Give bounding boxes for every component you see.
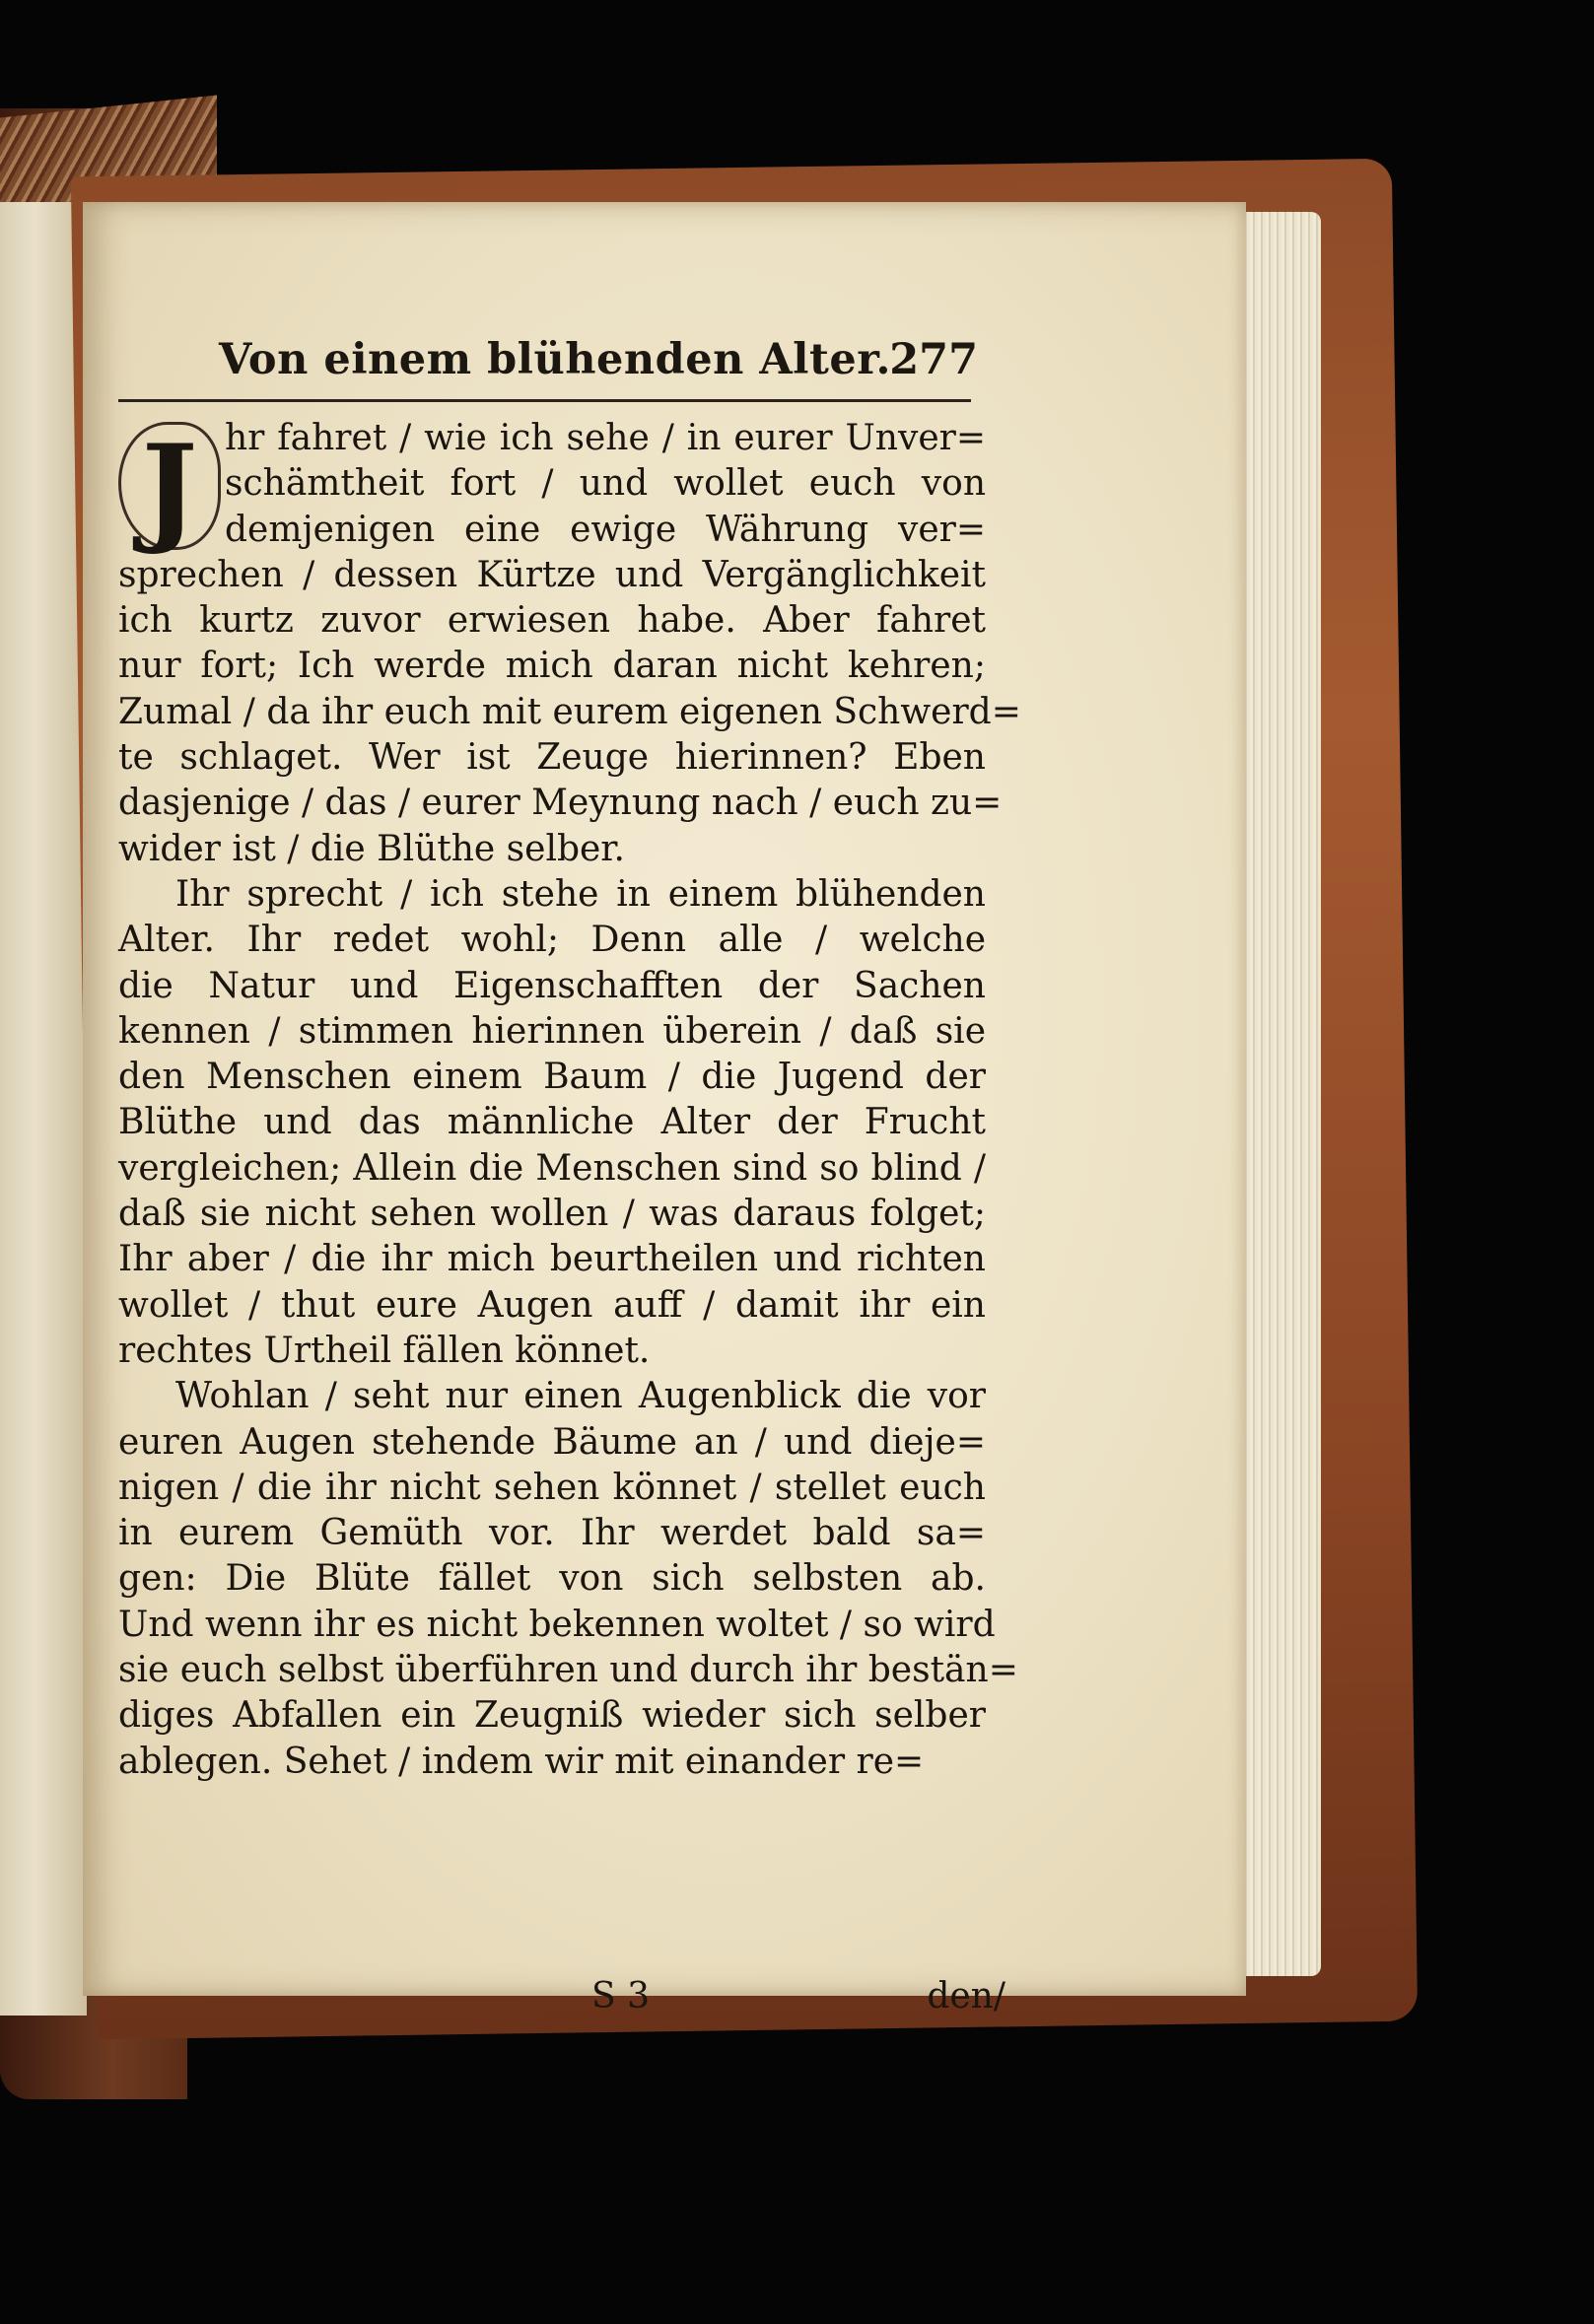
text-line: Blüthe und das männliche Alter der Frucht xyxy=(118,1102,986,1143)
text-line: gen: Die Blüte fället von sich selbsten ab. xyxy=(118,1558,986,1600)
text-line: Alter. Ihr redet wohl; Denn alle / welche xyxy=(118,920,986,961)
text-line: Ihr aber / die ihr mich beurtheilen und richten xyxy=(118,1239,986,1280)
text-line: Wohlan / seht nur einen Augenblick die vor xyxy=(175,1376,986,1417)
text-line: schämtheit fort / und wollet euch von xyxy=(225,463,986,505)
signature-mark: S 3 xyxy=(591,1976,651,2016)
text-line: kennen / stimmen hierinnen überein / daß sie xyxy=(118,1010,986,1052)
running-title: Von einem blühenden Alter. xyxy=(219,335,891,384)
catchword: den/ xyxy=(927,1976,1005,2016)
text-line: euren Augen stehende Bäume an / und dieje= xyxy=(118,1421,986,1463)
text-line: dasjenige / das / eurer Meynung nach / euch zu= xyxy=(118,783,1003,824)
text-line: te schlaget. Wer ist Zeuge hierinnen? Eben xyxy=(118,737,986,779)
head-rule xyxy=(118,399,971,402)
text-body xyxy=(118,416,1021,1785)
page-number: 277 xyxy=(889,335,978,384)
text-line: Und wenn ihr es nicht bekennen woltet / so wird xyxy=(118,1604,996,1645)
text-line: Zumal / da ihr euch mit eurem eigenen Schwerd= xyxy=(118,691,1021,732)
running-head xyxy=(219,335,978,394)
left-page-edge xyxy=(0,202,87,2016)
text-line: demjenigen eine ewige Währung ver= xyxy=(225,509,986,550)
text-line: daß sie nicht sehen wollen / was daraus folget; xyxy=(118,1194,986,1235)
text-line: wider ist / die Blüthe selber. xyxy=(118,828,626,869)
page-footer xyxy=(118,1976,1005,2025)
text-line: ablegen. Sehet / indem wir mit einander re= xyxy=(118,1741,925,1782)
text-line: Ihr sprecht / ich stehe in einem blühenden xyxy=(175,873,986,915)
text-line: in eurem Gemüth vor. Ihr werdet bald sa= xyxy=(118,1513,986,1554)
text-line: nigen / die ihr nicht sehen könnet / stellet euch xyxy=(118,1467,986,1508)
text-line: hr fahret / wie ich sehe / in eurer Unver= xyxy=(225,418,986,458)
text-line: sie euch selbst überführen und durch ihr bestän= xyxy=(118,1650,1018,1691)
drop-cap: J xyxy=(118,422,221,550)
text-line: rechtes Urtheil fällen könnet. xyxy=(118,1330,651,1371)
text-line: die Natur und Eigenschafften der Sachen xyxy=(118,965,986,1006)
text-line: diges Abfallen ein Zeugniß wieder sich selber xyxy=(118,1695,986,1737)
text-line: ich kurtz zuvor erwiesen habe. Aber fahret xyxy=(118,600,986,642)
text-line: den Menschen einem Baum / die Jugend der xyxy=(118,1057,986,1098)
text-line: sprechen / dessen Kürtze und Vergänglichkeit xyxy=(118,554,986,595)
text-line: wollet / thut eure Augen auff / damit ihr ein xyxy=(118,1284,986,1326)
text-line: vergleichen; Allein die Menschen sind so blind / xyxy=(118,1147,986,1189)
text-line: nur fort; Ich werde mich daran nicht kehren; xyxy=(118,646,986,687)
